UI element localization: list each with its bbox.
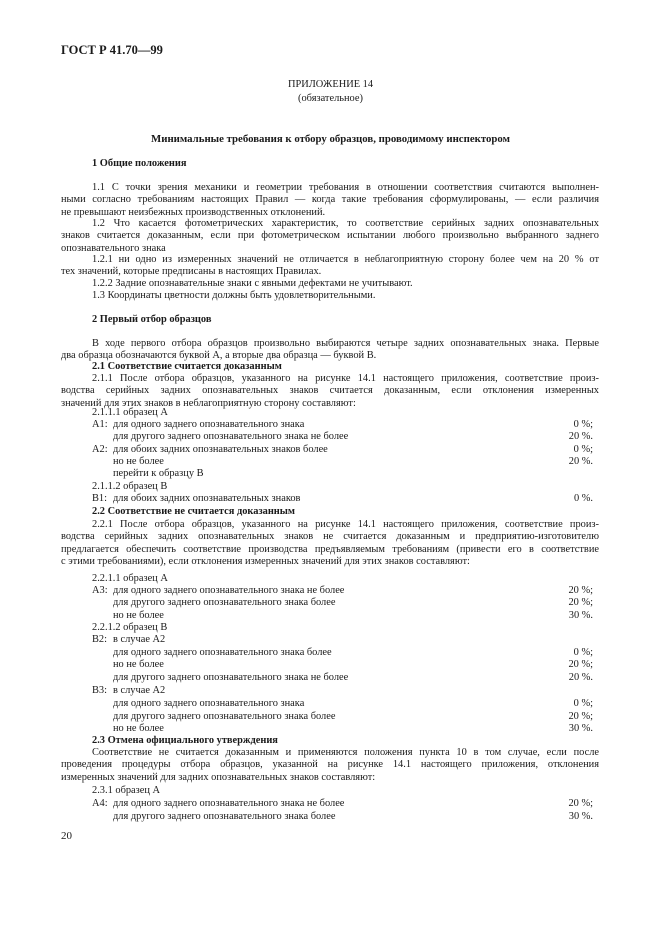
row-a2-1: А2: для обоих задних опознавательных знаков более 0 %; (92, 444, 593, 455)
paragraph-1-2-1: 1.2.1 ни одно из измеренных значений не отличается в неблагоприятную сторону более чем на 20 % от тех значений, которые предписаны в настоящих Правилах. (61, 254, 599, 278)
section-2-intro: В ходе первого отбора образцов произвольно выбираются четыре задних опознавательных знака. Первые два образца обозначаются буквой А, а вторые два образца — буквой В. (61, 338, 599, 362)
sample-b-heading-2: 2.2.1.2 образец В (92, 622, 168, 633)
section-2-heading: 2 Первый отбор образцов (92, 314, 212, 325)
document-title: Минимальные требования к отбору образцов, проводимому инспектором (151, 133, 510, 145)
row-b3-1: для одного заднего опознавательного знака 0 %; (113, 698, 593, 709)
sample-b-heading: 2.1.1.2 образец В (92, 481, 168, 492)
paragraph-1-2-2: 1.2.2 Задние опознавательные знаки с явными дефектами не учитывают. (92, 278, 413, 289)
row-b3-2: для другого заднего опознавательного знака более 20 %; (113, 711, 593, 722)
section-2-2-heading: 2.2 Соответствие не считается доказанным (92, 506, 295, 517)
row-a3-2: для другого заднего опознавательного знака более 20 %; (113, 597, 593, 608)
row-a1-1: А1: для одного заднего опознавательного знака 0 %; (92, 419, 593, 430)
paragraph-2-3: Соответствие не считается доказанным и применяются положения пункта 10 в том случае, если после проведения процедуры отбора образцов, указанной на рисунке 14.1 настоящего приложения, отклонения измеренных значений для задних опознавательных знаков составляют: (61, 747, 599, 783)
paragraph-1-1: 1.1 С точки зрения механики и геометрии требования в отношении соответствия считаются выполнен- ными согласно требованиям настоящих Правил — когда такие требования сформулированы, — если различия не превышают неизбежных производственных отклонений. (61, 182, 599, 218)
paragraph-1-3: 1.3 Координаты цветности должны быть удовлетворительными. (92, 290, 376, 301)
document-header: ГОСТ Р 41.70—99 (61, 43, 163, 57)
row-a4-2: для другого заднего опознавательного знака более 30 %. (113, 811, 593, 822)
row-b2-3: для другого заднего опознавательного знака не более 20 %. (113, 672, 593, 683)
row-a2-3: перейти к образцу В (113, 468, 204, 479)
row-a1-2: для другого заднего опознавательного знака не более 20 %. (113, 431, 593, 442)
row-a4-1: А4: для одного заднего опознавательного знака не более 20 %; (92, 798, 593, 809)
section-1-heading: 1 Общие положения (92, 158, 187, 169)
page-number: 20 (61, 830, 72, 842)
appendix-subtitle: (обязательное) (298, 93, 363, 104)
appendix-title: ПРИЛОЖЕНИЕ 14 (287, 79, 374, 90)
paragraph-2-2-1: 2.2.1 После отбора образцов, указанного на рисунке 14.1 настоящего приложения, соответствие произ- водства серийных задних опознавательных знаков не считается доказанным и предприятию-изготовителю предлагается обеспечить соответствие производства предъявляемым требованиям (привести его в соответствие с этими требованиями), если отклонения измеренных значений для этих знаков составляют: (61, 519, 599, 568)
row-b2-2: но не более 20 %; (113, 659, 593, 670)
sample-a-heading-3: 2.3.1 образец А (92, 785, 161, 796)
row-a3-1: А3: для одного заднего опознавательного знака не более 20 %; (92, 585, 593, 596)
row-b1-1: В1: для обоих задних опознавательных знаков 0 %. (92, 493, 593, 504)
row-a3-3: но не более 30 %. (113, 610, 593, 621)
row-b3-0: В3: в случае А2 (92, 685, 166, 696)
section-2-1-heading: 2.1 Соответствие считается доказанным (92, 361, 282, 372)
row-b3-3: но не более 30 %. (113, 723, 593, 734)
section-2-3-heading: 2.3 Отмена официального утверждения (92, 735, 278, 746)
row-a2-2: но не более 20 %. (113, 456, 593, 467)
sample-a-heading-2: 2.2.1.1 образец А (92, 573, 168, 584)
paragraph-2-1-1: 2.1.1 После отбора образцов, указанного на рисунке 14.1 настоящего приложения, соответствие произ- водства серийных задних опознавательных знаков считается доказанным, если отклонения измеренных значений для этих знаков в неблагоприятную сторону составляют: (61, 373, 599, 409)
paragraph-1-2: 1.2 Что касается фотометрических характеристик, то соответствие серийных задних опознавательных знаков считается доказанным, если при фотометрическом испытании любого произвольно выбранного заднего опознавательного знака (61, 218, 599, 254)
row-b2-0: В2: в случае А2 (92, 634, 166, 645)
row-b2-1: для одного заднего опознавательного знака более 0 %; (113, 647, 593, 658)
sample-a-heading: 2.1.1.1 образец А (92, 407, 168, 418)
